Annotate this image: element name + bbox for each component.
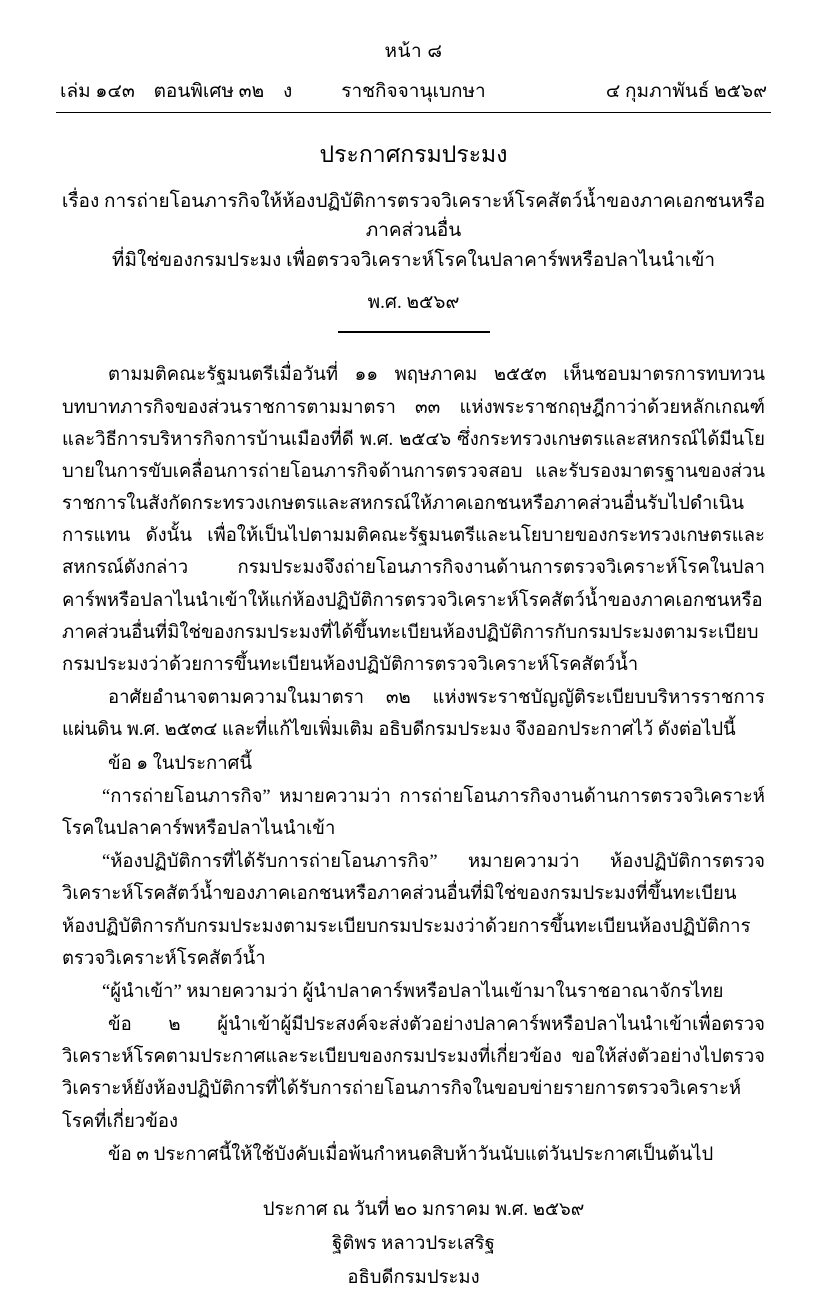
document-title: ประกาศกรมประมง <box>319 142 508 167</box>
gazette-date: ๔ กุมภาพันธ์ ๒๕๖๙ <box>605 81 767 102</box>
title-block <box>0 137 827 333</box>
paragraph-1: ตามมติคณะรัฐมนตรีเมื่อวันที่ ๑๑ พฤษภาคม ๒๕๕๓ เห็นชอบมาตรการทบทวนบทบาทภารกิจของส่วนราชการตามมาตรา ๓๓ แห่งพระราชกฤษฎีกาว่าด้วยหลักเกณฑ์และวิธีการบริหารกิจการบ้านเมืองที่ดี พ.ศ. ๒๕๔๖ ซึ่งกระทรวงเกษตรและสหกรณ์ได้มีนโยบายในการขับเคลื่อนการถ่ายโอนภารกิจด้านการตรวจสอบ และรับรองมาตรฐานของส่วนราชการในสังกัดกระทรวงเกษตรและสหกรณ์ให้ภาคเอกชนหรือภาคส่วนอื่นรับไปดำเนินการแทน ดังนั้น เพื่อให้เป็นไปตามมติคณะรัฐมนตรีและนโยบายของกระทรวงเกษตรและสหกรณ์ดังกล่าว กรมประมงจึงถ่ายโอนภารกิจงานด้านการตรวจวิเคราะห์โรคในปลาคาร์พหรือปลาไนนำเข้าให้แก่ห้องปฏิบัติการตรวจวิเคราะห์โรคสัตว์น้ำของภาคเอกชนหรือภาคส่วนอื่นที่มิใช่ของกรมประมงที่ได้ขึ้นทะเบียนห้องปฏิบัติการกับกรมประมงตามระเบียบกรมประมงว่าด้วยการขึ้นทะเบียนห้องปฏิบัติการตรวจวิเคราะห์โรคสัตว์น้ำ <box>62 365 765 675</box>
gazette-page <box>0 36 827 1289</box>
gazette-name: ราชกิจจานุเบกษา <box>341 81 486 102</box>
page-number: หน้า ๘ <box>384 41 443 62</box>
paragraph-2: อาศัยอำนาจตามความในมาตรา ๓๒ แห่งพระราชบัญญัติระเบียบบริหารราชการแผ่นดิน พ.ศ. ๒๕๓๔ และที่แก้ไขเพิ่มเติม อธิบดีกรมประมง จึงออกประกาศไว้ ดังต่อไปนี้ <box>62 688 765 741</box>
clause-3: ข้อ ๓ ประกาศนี้ให้ใช้บังคับเมื่อพ้นกำหนดสิบห้าวันนับแต่วันประกาศเป็นต้นไป <box>108 1144 714 1165</box>
volume-label: เล่ม ๑๔๓ <box>60 81 135 102</box>
clause-1: ข้อ ๑ ในประกาศนี้ <box>108 753 253 774</box>
promulgation-date: ประกาศ ณ วันที่ ๒๐ มกราคม พ.ศ. ๒๕๖๙ <box>262 1200 585 1220</box>
document-subject-line-2: ที่มิใช่ของกรมประมง เพื่อตรวจวิเคราะห์โรคในปลาคาร์พหรือปลาไนนำเข้า <box>111 249 716 271</box>
signatory-position: อธิบดีกรมประมง <box>347 1268 480 1289</box>
definition-3: “ผู้นำเข้า” หมายความว่า ผู้นำปลาคาร์พหรือปลาไนเข้ามาในราชอาณาจักรไทย <box>102 981 724 1002</box>
signatory-name: ฐิติพร หลาวประเสริฐ <box>332 1234 495 1255</box>
section-label: ตอนพิเศษ ๓๒ <box>153 81 265 102</box>
document-subject-line-1: เรื่อง การถ่ายโอนภารกิจให้ห้องปฏิบัติการตรวจวิเคราะห์โรคสัตว์น้ำของภาคเอกชนหรือภาคส่วนอื่น <box>61 191 766 242</box>
definition-1: “การถ่ายโอนภารกิจ” หมายความว่า การถ่ายโอนภารกิจงานด้านการตรวจวิเคราะห์โรคในปลาคาร์พหรือปลาไนนำเข้า <box>62 786 765 839</box>
header-left-group <box>60 76 306 106</box>
header-divider <box>56 112 771 113</box>
document-year: พ.ศ. ๒๕๖๙ <box>367 292 460 314</box>
signature-block <box>0 1193 827 1296</box>
title-divider <box>338 331 490 333</box>
definition-2: “ห้องปฏิบัติการที่ได้รับการถ่ายโอนภารกิจ” หมายความว่า ห้องปฏิบัติการตรวจวิเคราะห์โรคสัตว์น้ำของภาคเอกชนหรือภาคส่วนอื่นที่มิใช่ของกรมประมงที่ขึ้นทะเบียนห้องปฏิบัติการกับกรมประมงตามระเบียบกรมประมงว่าด้วยการขึ้นทะเบียนห้องปฏิบัติการตรวจวิเคราะห์โรคสัตว์น้ำ <box>62 852 765 969</box>
document-body <box>62 359 765 1171</box>
gazette-header <box>60 76 767 106</box>
section-code: ง <box>282 81 293 102</box>
clause-2: ข้อ ๒ ผู้นำเข้าผู้มีประสงค์จะส่งตัวอย่างปลาคาร์พหรือปลาไนนำเข้าเพื่อตรวจวิเคราะห์โรคตามประกาศและระเบียบของกรมประมงที่เกี่ยวข้อง ขอให้ส่งตัวอย่างไปตรวจวิเคราะห์ยังห้องปฏิบัติการที่ได้รับการถ่ายโอนภารกิจในขอบข่ายรายการตรวจวิเคราะห์โรคที่เกี่ยวข้อง <box>62 1015 765 1132</box>
